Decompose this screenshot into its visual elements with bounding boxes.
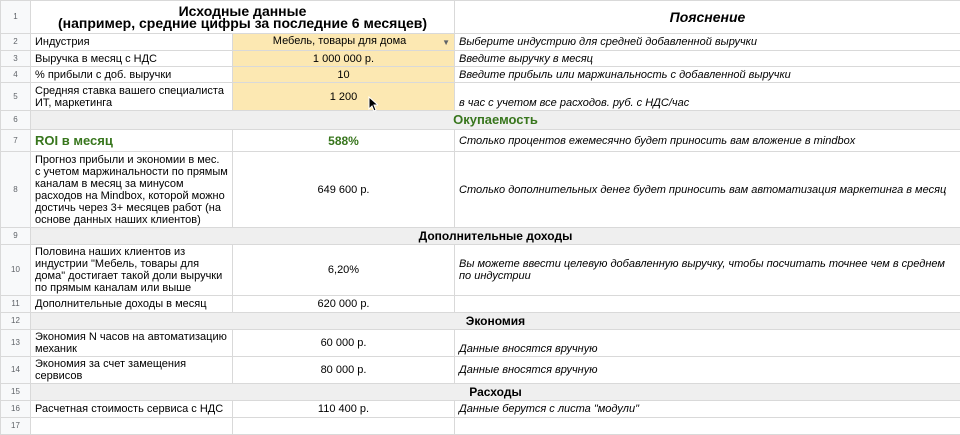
section-additional-income[interactable]: Дополнительные доходы xyxy=(31,228,960,245)
row-number[interactable]: 10 xyxy=(1,245,31,296)
row-roi xyxy=(1,130,960,152)
label-industry[interactable]: Индустрия xyxy=(31,34,233,51)
row-number[interactable]: 14 xyxy=(1,357,31,384)
label-revenue[interactable]: Выручка в месяц с НДС xyxy=(31,51,233,67)
header-title-line1: Исходные данные xyxy=(35,5,450,17)
row-additional-income xyxy=(1,296,960,313)
mouse-pointer-icon xyxy=(368,96,378,112)
forecast-value[interactable]: 649 600 р. xyxy=(233,152,455,228)
row-industry-share xyxy=(1,245,960,296)
row-number[interactable]: 8 xyxy=(1,152,31,228)
row-number[interactable]: 15 xyxy=(1,384,31,401)
row-number[interactable]: 5 xyxy=(1,83,31,111)
row-hourly-rate xyxy=(1,83,960,111)
note-industry[interactable]: Выберите индустрию для средней добавленной выручки xyxy=(455,34,960,51)
label-profit-percent[interactable]: % прибыли с доб. выручки xyxy=(31,67,233,83)
industry-share-value[interactable]: 6,20% xyxy=(233,245,455,296)
row-number[interactable]: 4 xyxy=(1,67,31,83)
label-savings-services[interactable]: Экономия за счет замещения сервисов xyxy=(31,357,233,384)
roi-value[interactable]: 588% xyxy=(233,130,455,152)
hourly-rate-input[interactable]: 1 200 xyxy=(233,83,455,111)
service-cost-value[interactable]: 110 400 р. xyxy=(233,401,455,418)
note-additional-income[interactable] xyxy=(455,296,960,313)
row-number[interactable]: 11 xyxy=(1,296,31,313)
note-savings-hours[interactable]: Данные вносятся вручную xyxy=(455,330,960,357)
header-title-line2: (например, средние цифры за последние 6 месяцев) xyxy=(35,17,450,29)
header-explanation[interactable]: Пояснение xyxy=(455,1,960,34)
savings-hours-value[interactable]: 60 000 р. xyxy=(233,330,455,357)
row-industry xyxy=(1,34,960,51)
section-payback[interactable]: Окупаемость xyxy=(31,111,960,130)
row-number[interactable]: 13 xyxy=(1,330,31,357)
row-section-savings xyxy=(1,313,960,330)
revenue-input[interactable]: 1 000 000 р. xyxy=(233,51,455,67)
row-number[interactable]: 3 xyxy=(1,51,31,67)
row-number[interactable]: 17 xyxy=(1,418,31,435)
note-industry-share[interactable]: Вы можете ввести целевую добавленную выручку, чтобы посчитать точнее чем в среднем по индустрии xyxy=(455,245,960,296)
row-number[interactable]: 12 xyxy=(1,313,31,330)
header-title-cell[interactable] xyxy=(31,1,455,34)
row-revenue xyxy=(1,51,960,67)
note-revenue[interactable]: Введите выручку в месяц xyxy=(455,51,960,67)
section-savings[interactable]: Экономия xyxy=(31,313,960,330)
additional-income-value[interactable]: 620 000 р. xyxy=(233,296,455,313)
industry-value: Мебель, товары для дома xyxy=(273,35,407,47)
label-service-cost[interactable]: Расчетная стоимость сервиса с НДС xyxy=(31,401,233,418)
row-profit-percent xyxy=(1,67,960,83)
note-savings-services[interactable]: Данные вносятся вручную xyxy=(455,357,960,384)
row-section-expenses xyxy=(1,384,960,401)
row-forecast xyxy=(1,152,960,228)
row-1 xyxy=(1,1,960,34)
row-savings-services xyxy=(1,357,960,384)
savings-services-value[interactable]: 80 000 р. xyxy=(233,357,455,384)
label-additional-income[interactable]: Дополнительные доходы в месяц xyxy=(31,296,233,313)
row-section-payback xyxy=(1,111,960,130)
label-roi[interactable]: ROI в месяц xyxy=(31,130,233,152)
row-service-cost xyxy=(1,401,960,418)
row-number[interactable]: 7 xyxy=(1,130,31,152)
empty-cell[interactable] xyxy=(31,418,233,435)
industry-dropdown[interactable] xyxy=(233,34,455,51)
row-section-additional-income xyxy=(1,228,960,245)
dropdown-arrow-icon[interactable]: ▼ xyxy=(442,37,450,49)
note-profit-percent[interactable]: Введите прибыль или маржинальность с добавленной выручки xyxy=(455,67,960,83)
label-industry-share[interactable]: Половина наших клиентов из индустрии "Мебель, товары для дома" достигает такой доли выручки по прямым каналам или выше xyxy=(31,245,233,296)
row-number[interactable]: 6 xyxy=(1,111,31,130)
empty-cell[interactable] xyxy=(455,418,960,435)
row-number[interactable]: 2 xyxy=(1,34,31,51)
section-expenses[interactable]: Расходы xyxy=(31,384,960,401)
row-empty xyxy=(1,418,960,435)
empty-cell[interactable] xyxy=(233,418,455,435)
row-savings-hours xyxy=(1,330,960,357)
note-roi[interactable]: Столько процентов ежемесячно будет приносить вам вложение в mindbox xyxy=(455,130,960,152)
label-savings-hours[interactable]: Экономия N часов на автоматизацию механик xyxy=(31,330,233,357)
label-forecast[interactable]: Прогноз прибыли и экономии в мес. с учетом маржинальности по прямым каналам в месяц за минусом расходов на Mindbox, которой можно достичь через 3+ месяцев работ (на основе данных наших клиентов) xyxy=(31,152,233,228)
row-number[interactable]: 9 xyxy=(1,228,31,245)
note-hourly-rate[interactable]: в час с учетом все расходов. руб. с НДС/час xyxy=(455,83,960,111)
note-forecast[interactable]: Столько дополнительных денег будет приносить вам автоматизация маркетинга в месяц xyxy=(455,152,960,228)
profit-percent-input[interactable]: 10 xyxy=(233,67,455,83)
row-number[interactable]: 1 xyxy=(1,1,31,34)
label-hourly-rate[interactable]: Средняя ставка вашего специалиста ИТ, маркетинга xyxy=(31,83,233,111)
note-service-cost[interactable]: Данные берутся с листа "модули" xyxy=(455,401,960,418)
row-number[interactable]: 16 xyxy=(1,401,31,418)
